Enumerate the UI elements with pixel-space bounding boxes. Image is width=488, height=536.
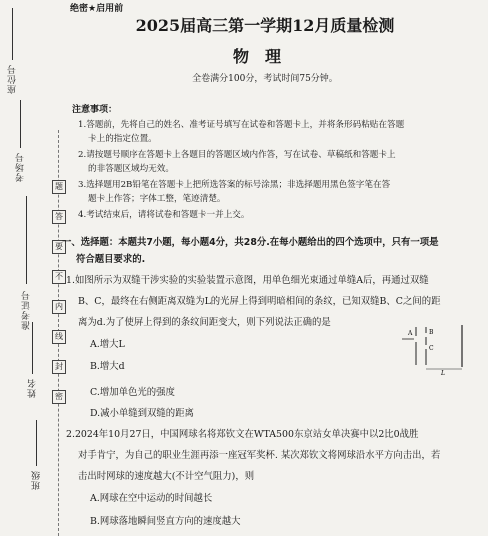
label-l: L xyxy=(441,370,445,375)
seat-number-label: 座位号 xyxy=(8,64,18,94)
question-line: 对手肯宁，为自己的职业生涯再添一座冠军奖杯. 某次郑钦文将网球沿水平方向击出，若 xyxy=(78,450,441,461)
question-line: 击出时网球的速度越大(不计空气阻力)，则 xyxy=(78,471,255,482)
seal-char: 线 xyxy=(52,330,66,344)
section-line: 一、选择题：本题共7小题，每小题4分，共28分.在每小题给出的四个选项中，只有一项是 xyxy=(62,237,439,248)
question-line: B、C，最终在右侧距离双缝为L的光屏上得到明暗相间的条纹，已知双缝B、C之间的距 xyxy=(78,296,441,307)
note-line: 1.答题前，先将自己的姓名、准考证号填写在试卷和答题卡上，并将条形码粘贴在答题 xyxy=(78,120,405,130)
question-line: 1.如图所示为双缝干涉实验的实验装置示意图，用单色细光束通过单缝A后，再通过双缝 xyxy=(66,275,429,286)
score-line: 全卷满分100分，考试时间75分钟。 xyxy=(192,74,338,84)
option-b[interactable]: B.网球落地瞬间竖直方向的速度越大 xyxy=(90,516,241,527)
secret-label: 绝密★启用前 xyxy=(70,4,124,14)
note-line: 2.请按题号顺序在答题卡上各题目的答题区域内作答，写在试卷、草稿纸和答题卡上 xyxy=(78,150,396,160)
class-label: 班级 xyxy=(32,470,42,490)
note-line: 的非答题区域均无效。 xyxy=(88,164,174,174)
option-c[interactable]: C.增加单色光的强度 xyxy=(90,387,175,398)
seal-char: 题 xyxy=(52,180,66,194)
name-line xyxy=(32,322,33,374)
ticket-number-line xyxy=(26,196,27,284)
question-1 xyxy=(66,270,476,333)
subject-title: 物理 xyxy=(232,47,297,66)
binding-margin xyxy=(0,0,58,536)
question-line: 离为d.为了使屏上得到的条纹间距变大，则下列说法正确的是 xyxy=(78,317,331,328)
exam-room-line xyxy=(20,100,21,148)
option-a[interactable]: A.网球在空中运动的时间越长 xyxy=(90,493,213,504)
seal-char: 答 xyxy=(52,210,66,224)
seal-char: 内 xyxy=(52,300,66,314)
note-line: 3.选择题用2B铅笔在答题卡上把所选答案的标号涂黑；非选择题用黑色签字笔在答 xyxy=(78,180,391,190)
question-line: 2.2024年10月27日，中国网球名将郑钦文在WTA500东京站女单决赛中以2比0战胜 xyxy=(66,429,419,440)
label-b: B xyxy=(429,329,434,336)
seal-char: 不 xyxy=(52,270,66,284)
seal-char: 要 xyxy=(52,240,66,254)
label-a: A xyxy=(408,330,413,337)
option-d[interactable]: D.减小单缝到双缝的距离 xyxy=(90,408,194,419)
class-line xyxy=(36,420,37,466)
seat-number-line xyxy=(12,8,13,60)
notes-heading: 注意事项： xyxy=(72,105,118,115)
exam-title: 2025届高三第一学期12月质量检测 xyxy=(135,16,395,35)
seal-char: 密 xyxy=(52,390,66,404)
ticket-number-label: 准考证号 xyxy=(22,290,32,330)
note-line: 题卡上作答；字体工整，笔迹清楚。 xyxy=(88,194,226,204)
option-b[interactable]: B.增大d xyxy=(90,361,125,372)
exam-room-label: 考场号 xyxy=(16,152,26,182)
name-label: 姓名 xyxy=(28,378,38,398)
note-line: 卡上的指定位置。 xyxy=(88,134,157,144)
section-heading xyxy=(62,234,476,268)
option-a[interactable]: A.增大L xyxy=(90,339,125,350)
double-slit-diagram xyxy=(400,325,470,375)
label-c: C xyxy=(429,345,434,352)
note-line: 4.考试结束后，请将试卷和答题卡一并上交。 xyxy=(78,210,250,220)
question-2 xyxy=(66,424,476,487)
section-line: 符合题目要求的. xyxy=(76,254,146,265)
seal-char: 封 xyxy=(52,360,66,374)
